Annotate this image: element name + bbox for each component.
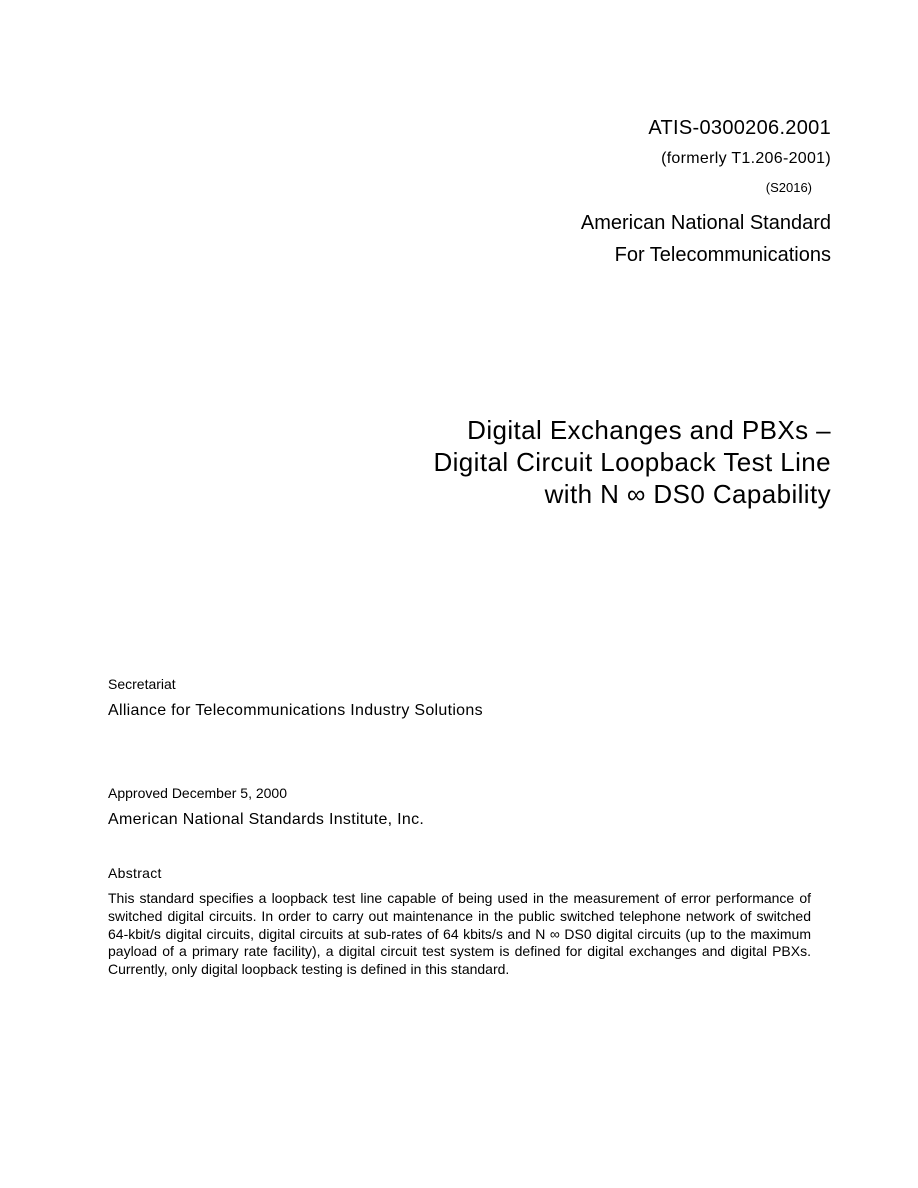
reaffirmation-code: (S2016) <box>765 180 812 195</box>
standard-type-line1: American National Standard <box>580 212 831 234</box>
secretariat-name: Alliance for Telecommunications Industry Solutions <box>108 702 483 719</box>
standard-type-line2: For Telecommunications <box>614 244 831 266</box>
document-title <box>433 414 831 510</box>
secretariat-label: Secretariat <box>108 676 176 692</box>
title-line-2: Digital Circuit Loopback Test Line <box>433 447 831 477</box>
approval-date: Approved December 5, 2000 <box>108 785 287 801</box>
abstract-body: This standard specifies a loopback test line capable of being used in the measurement of error performance of switched digital circuits. In order to carry out maintenance in the public switched telephone network of switched 64-kbit/s digital circuits, digital circuits at sub-rates of 64 kbits/s and N ∞ DS0 digital circuits (up to the maximum payload of a primary rate facility), a digital circuit test system is defined for digital exchanges and digital PBXs. Currently, only digital loopback testing is defined in this standard. <box>108 890 811 978</box>
title-line-1: Digital Exchanges and PBXs – <box>467 415 831 445</box>
abstract-heading: Abstract <box>108 865 162 881</box>
title-line-3: with N ∞ DS0 Capability <box>544 479 831 509</box>
document-number: ATIS-0300206.2001 <box>648 117 831 139</box>
former-designation: (formerly T1.206-2001) <box>661 150 831 167</box>
approving-body: American National Standards Institute, Inc. <box>108 811 425 828</box>
